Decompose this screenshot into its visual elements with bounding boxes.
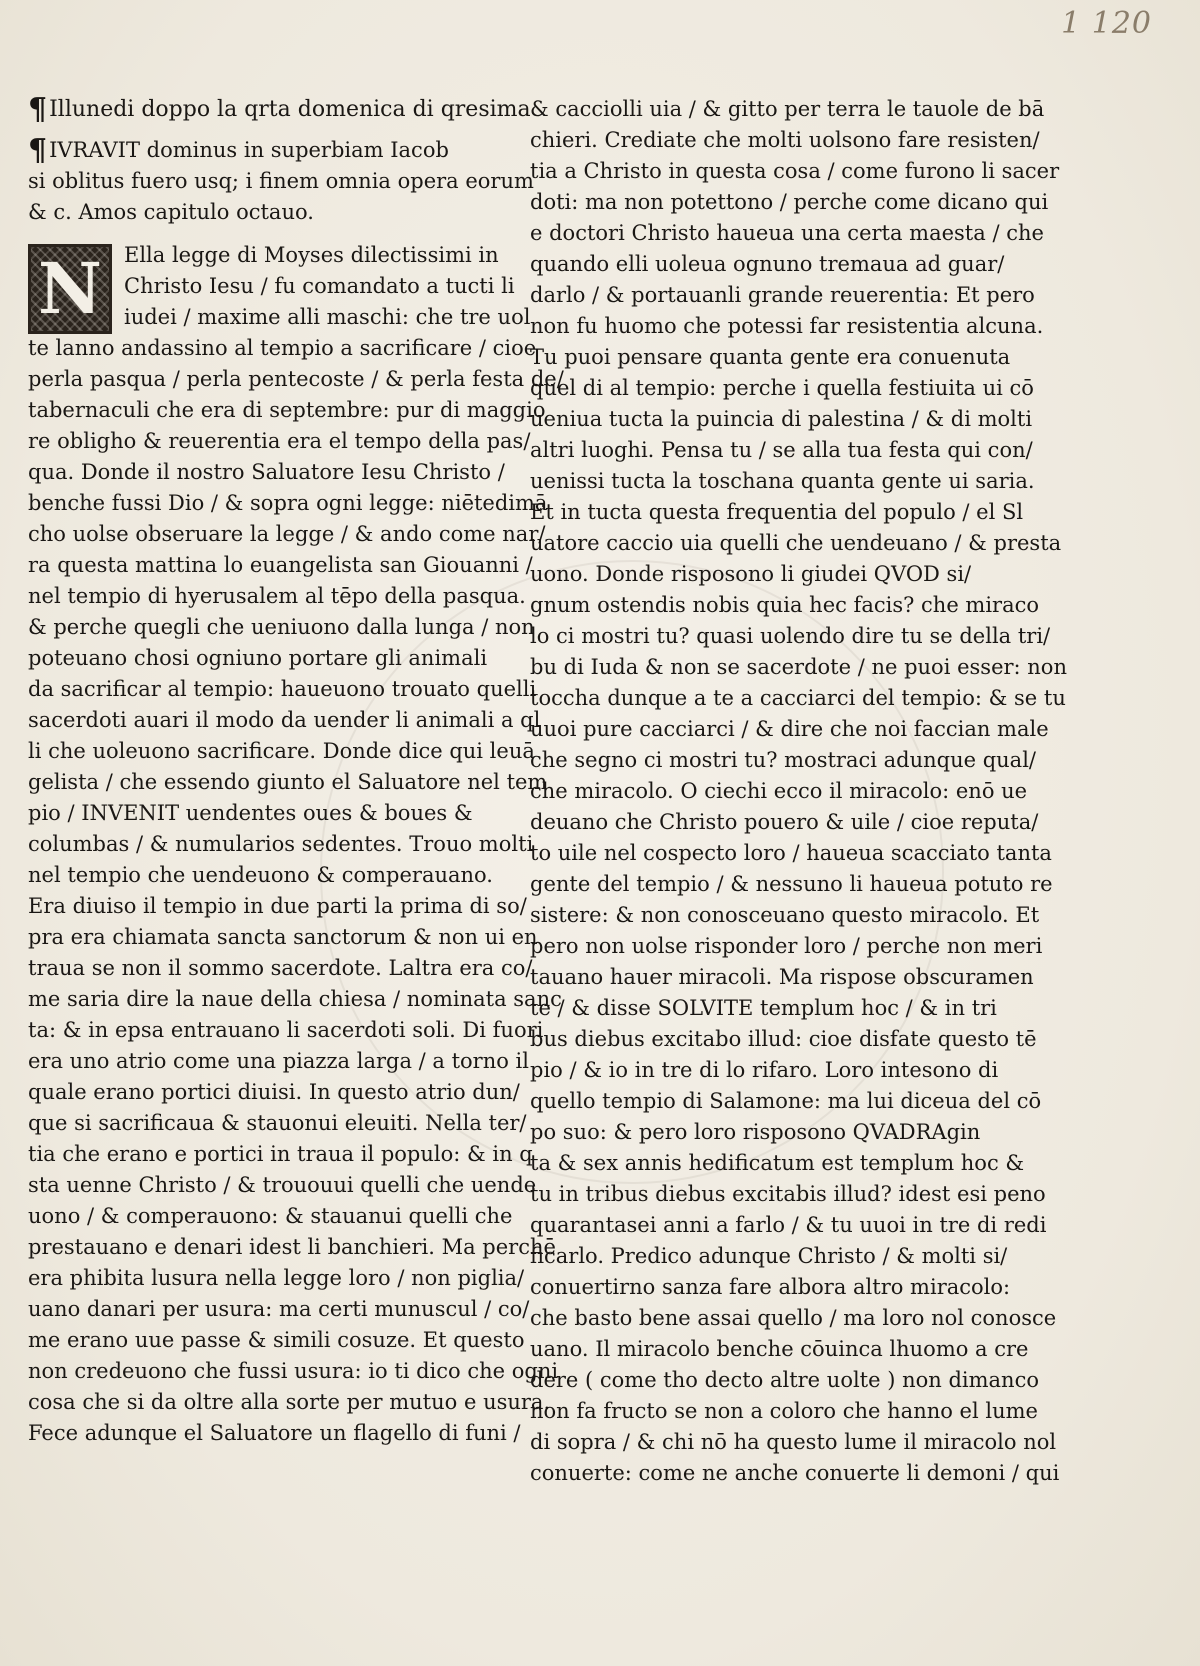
body-line: perla pasqua / perla pentecoste / & perla festa de/: [28, 367, 564, 391]
body-line: tauano hauer miracoli. Ma rispose obscuramen: [530, 965, 1034, 989]
body-line: & cacciolli uia / & gitto per terra le tauole de bā: [530, 97, 1045, 121]
body-line: da sacrificar al tempio: haueuono trouato quelli: [28, 677, 537, 701]
body-line: quarantasei anni a farlo / & tu uuoi in tre di redi: [530, 1213, 1047, 1237]
body-line: conuertirno sanza fare albora altro miracolo:: [530, 1275, 1011, 1299]
heading-text: Illunedi doppo la qrta domenica di qresima: [49, 97, 531, 122]
body-line: che miracolo. O ciechi ecco il miracolo: enō ue: [530, 779, 1028, 803]
body-line: te lanno andassino al tempio a sacrificare / cioe: [28, 336, 537, 360]
body-line: sta uenne Christo / & trououui quelli che uende: [28, 1173, 537, 1197]
body-line: che segno ci mostri tu? mostraci adunque qual/: [530, 748, 1036, 772]
decorated-initial: N: [28, 244, 112, 334]
body-line: pio / INVENIT uendentes oues & boues &: [28, 801, 473, 825]
body-line: poteuano chosi ogniuno portare gli animali: [28, 646, 488, 670]
body-line: tabernaculi che era di septembre: pur di maggio: [28, 398, 546, 422]
body-line: quando elli uoleua ognuno tremaua ad guar/: [530, 252, 1005, 276]
body-line: Era diuiso il tempio in due parti la prima di so/: [28, 894, 527, 918]
body-line: Christo Iesu / fu comandato a tucti li: [124, 274, 515, 298]
body-line: quel di al tempio: perche i quella festiuita ui cō: [530, 376, 1034, 400]
body-line: non fu huomo che potessi far resistentia alcuna.: [530, 314, 1044, 338]
body-line: Tu puoi pensare quanta gente era conuenuta: [530, 345, 1011, 369]
body-line: era uno atrio come una piazza larga / a torno il: [28, 1049, 529, 1073]
body-line: Fece adunque el Saluatore un flagello di funi /: [28, 1421, 521, 1445]
body-line: pio / & io in tre di lo rifaro. Loro intesono di: [530, 1058, 999, 1082]
body-line: traua se non il sommo sacerdote. Laltra era co/: [28, 956, 533, 980]
pilcrow-icon: ¶: [28, 133, 48, 168]
body-line: nel tempio di hyerusalem al tēpo della pasqua.: [28, 584, 526, 608]
body-line: me saria dire la naue della chiesa / nominata sanc: [28, 987, 562, 1011]
body-line: que si sacrificaua & stauonui eleuiti. Nella ter/: [28, 1111, 527, 1135]
body-line: iudei / maxime alli maschi: che tre uol: [124, 305, 531, 329]
body-line: uenissi tucta la toschana quanta gente ui saria.: [530, 469, 1035, 493]
body-line: pra era chiamata sancta sanctorum & non ui en: [28, 925, 538, 949]
body-line: quello tempio di Salamone: ma lui diceua del cō: [530, 1089, 1042, 1113]
body-line: darlo / & portauanli grande reuerentia: Et pero: [530, 283, 1035, 307]
body-line: ta: & in epsa entrauano li sacerdoti soli. Di fuori: [28, 1018, 544, 1042]
intro-line: & c. Amos capitulo octauo.: [28, 200, 314, 224]
body-line: sistere: & non conosceuano questo miracolo. Et: [530, 903, 1040, 927]
body-line: cho uolse obseruare la legge / & ando come nar/: [28, 522, 546, 546]
body-line: uano danari per usura: ma certi munuscul / co/: [28, 1297, 530, 1321]
body-line: ueniua tucta la puincia di palestina / & di molti: [530, 407, 1033, 431]
body-line: sacerdoti auari il modo da uender li animali a ql: [28, 708, 541, 732]
body-line: benche fussi Dio / & sopra ogni legge: niētedimā: [28, 491, 548, 515]
body-line: gnum ostendis nobis quia hec facis? che miraco: [530, 593, 1040, 617]
body-line: pero non uolse risponder loro / perche non meri: [530, 934, 1043, 958]
body-line: bus diebus excitabo illud: cioe disfate questo tē: [530, 1027, 1037, 1051]
body-line: lo ci mostri tu? quasi uolendo dire tu se della tri/: [530, 624, 1051, 648]
body-line: columbas / & numularios sedentes. Trouo molti: [28, 832, 534, 856]
body-line: qua. Donde il nostro Saluatore Iesu Christo /: [28, 460, 505, 484]
left-column: [28, 92, 564, 1449]
body-line: altri luoghi. Pensa tu / se alla tua festa qui con/: [530, 438, 1033, 462]
body-line: uano. Il miracolo benche cōuinca lhuomo a cre: [530, 1337, 1029, 1361]
body-line: li che uoleuono sacrificare. Donde dice qui leuā: [28, 739, 535, 763]
body-line: ficarlo. Predico adunque Christo / & molti si/: [530, 1244, 1008, 1268]
body-line: dere ( come tho decto altre uolte ) non dimanco: [530, 1368, 1039, 1392]
right-column: [530, 94, 1067, 1489]
body-line: tia a Christo in questa cosa / come furono li sacer: [530, 159, 1060, 183]
body-line: quale erano portici diuisi. In questo atrio dun/: [28, 1080, 520, 1104]
body-line: non fa fructo se non a coloro che hanno el lume: [530, 1399, 1038, 1423]
body-line: e doctori Christo haueua una certa maesta / che: [530, 221, 1044, 245]
body-line: chieri. Crediate che molti uolsono fare resisten/: [530, 128, 1040, 152]
body-line: doti: ma non potettono / perche come dicano qui: [530, 190, 1049, 214]
body-line: tia che erano e portici in traua il populo: & in q: [28, 1142, 533, 1166]
intro-line: IVRAVIT dominus in superbiam Iacob: [49, 138, 449, 162]
body-line: Et in tucta questa frequentia del populo / el Sl: [530, 500, 1024, 524]
folio-mark: 1 120: [1061, 6, 1152, 41]
body-line: cosa che si da oltre alla sorte per mutuo e usura.: [28, 1390, 551, 1414]
body-line: uono. Donde risposono li giudei QVOD si/: [530, 562, 972, 586]
body-line: uono / & comperauono: & stauanui quelli che: [28, 1204, 513, 1228]
body-line: nel tempio che uendeuono & comperauano.: [28, 863, 493, 887]
body-line: uuoi pure cacciarci / & dire che noi faccian male: [530, 717, 1049, 741]
body-line: toccha dunque a te a cacciarci del tempio: & se tu: [530, 686, 1066, 710]
intro-line: si oblitus fuero usq; i finem omnia opera eorum: [28, 169, 534, 193]
body-line: re obligho & reuerentia era el tempo della pas/: [28, 429, 531, 453]
left-body-text: [28, 240, 564, 1449]
body-line: gelista / che essendo giunto el Saluatore nel tem: [28, 770, 548, 794]
scripture-intro: [28, 133, 534, 228]
body-line: non credeuono che fussi usura: io ti dico che ogni: [28, 1359, 559, 1383]
body-line: ra questa mattina lo euangelista san Giouanni /: [28, 553, 533, 577]
body-line: era phibita lusura nella legge loro / non piglia/: [28, 1266, 525, 1290]
body-line: te / & disse SOLVITE templum hoc / & in tri: [530, 996, 997, 1020]
body-line: & perche quegli che ueniuono dalla lunga / non: [28, 615, 535, 639]
body-line: me erano uue passe & simili cosuze. Et questo: [28, 1328, 525, 1352]
section-heading: [28, 92, 531, 127]
body-line: di sopra / & chi nō ha questo lume il miracolo nol: [530, 1430, 1057, 1454]
body-line: tu in tribus diebus excitabis illud? idest esi peno: [530, 1182, 1046, 1206]
body-line: gente del tempio / & nessuno li haueua potuto re: [530, 872, 1053, 896]
body-line: che basto bene assai quello / ma loro nol conosce: [530, 1306, 1057, 1330]
body-line: to uile nel cospecto loro / haueua scacciato tanta: [530, 841, 1052, 865]
pilcrow-icon: ¶: [28, 92, 48, 127]
body-line: deuano che Christo pouero & uile / cioe reputa/: [530, 810, 1039, 834]
body-line: uatore caccio uia quelli che uendeuano / & presta: [530, 531, 1062, 555]
body-line: prestauano e denari idest li banchieri. Ma perchē: [28, 1235, 556, 1259]
body-line: ta & sex annis hedificatum est templum hoc &: [530, 1151, 1025, 1175]
body-line: Ella legge di Moyses dilectissimi in: [124, 243, 499, 267]
body-line: po suo: & pero loro risposono QVADRAgin: [530, 1120, 981, 1144]
body-line: conuerte: come ne anche conuerte li demoni / qui: [530, 1461, 1060, 1485]
body-line: bu di Iuda & non se sacerdote / ne puoi esser: non: [530, 655, 1067, 679]
